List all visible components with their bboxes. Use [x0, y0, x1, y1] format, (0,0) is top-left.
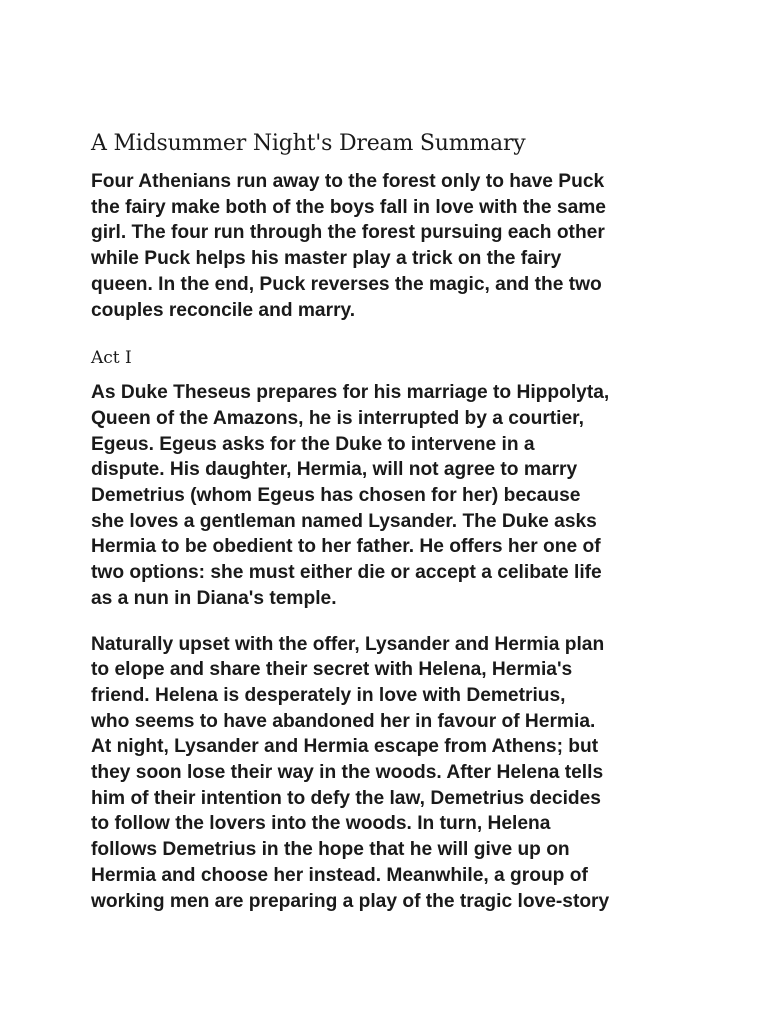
act-1-paragraph-2: Naturally upset with the offer, Lysander and Hermia plan to elope and share their secret with Helena, Hermia's friend. Helena is desperately in love with Demetrius, who seems to have abandoned her in favour of Hermia. At night, Lysander and Hermia escape from Athens; but they soon lose their way in the woods. After Helena tells him of their intention to defy the law, Demetrius decides to follow the lovers into the woods. In turn, Helena follows Demetrius in the hope that he will give up on Hermia and choose her instead. Meanwhile, a group of working men are preparing a play of the tragic love-story [91, 633, 610, 912]
summary-paragraph: Four Athenians run away to the forest only to have Puck the fairy make both of the boys fall in love with the same girl. The four run through the forest pursuing each other while Puck helps his master play a trick on the fairy queen. In the end, Puck reverses the magic, and the two couples reconcile and marry. [91, 171, 606, 321]
document-title: A Midsummer Night's Dream Summary [91, 131, 526, 156]
act-1-paragraph-1: As Duke Theseus prepares for his marriage to Hippolyta, Queen of the Amazons, he is interrupted by a courtier, Egeus. Egeus asks for the Duke to intervene in a dispute. His daughter, Hermia, will not agree to marry Demetrius (whom Egeus has chosen for her) because she loves a gentleman named Lysander. The Duke asks Hermia to be obedient to her father. He offers her one of two options: she must either die or accept a celibate life as a nun in Diana's temple. [91, 382, 610, 609]
section-heading-act-1: Act I [91, 348, 132, 369]
